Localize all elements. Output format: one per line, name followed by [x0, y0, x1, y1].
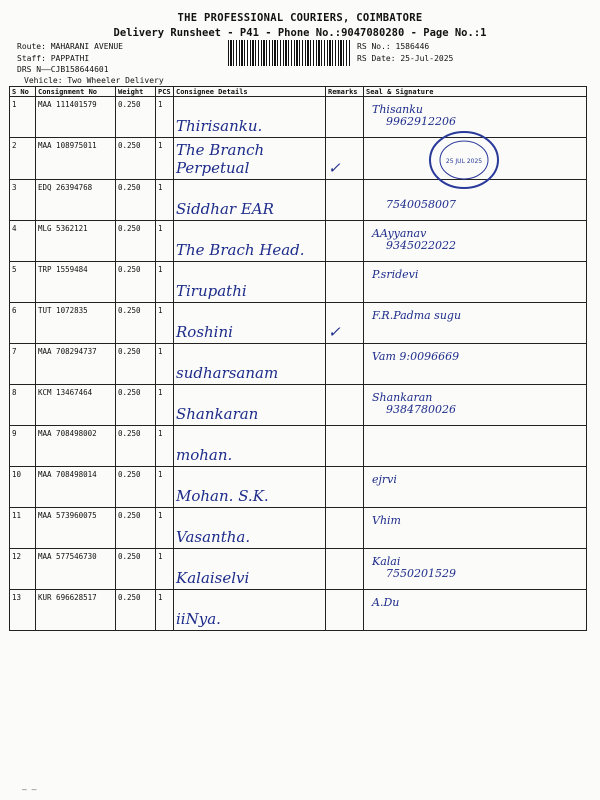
row-sno: 3	[10, 180, 36, 221]
row-consignee: Shankaran	[174, 385, 326, 426]
row-signature	[364, 262, 587, 303]
row-weight: 0.250	[116, 426, 156, 467]
col-remarks: Remarks	[326, 87, 364, 97]
row-consignee: Kalaiselvi	[174, 549, 326, 590]
rs-date: RS Date: 25-Jul-2025	[357, 54, 454, 63]
row-remarks	[326, 344, 364, 385]
col-sno: S No	[10, 87, 36, 97]
table-row	[10, 344, 587, 385]
col-signature: Seal & Signature	[364, 87, 587, 97]
signature-phone: 7540058007	[386, 198, 456, 211]
table-row	[10, 426, 587, 467]
row-pcs: 1	[156, 97, 174, 138]
row-weight: 0.250	[116, 385, 156, 426]
table-row	[10, 262, 587, 303]
company-title: THE PROFESSIONAL COURIERS, COIMBATORE	[177, 12, 423, 24]
row-consignment-no: KUR 696628517	[36, 590, 116, 631]
signature-text: Kalai	[372, 555, 401, 568]
row-pcs: 1	[156, 467, 174, 508]
row-remarks	[326, 467, 364, 508]
row-consignee: sudharsanam	[174, 344, 326, 385]
row-consignment-no: MAA 708498002	[36, 426, 116, 467]
runsheet-title: Delivery Runsheet - P41 - Phone No.:9047080280 - Page No.:1	[113, 27, 487, 39]
table-row	[10, 385, 587, 426]
row-signature	[364, 221, 587, 262]
row-consignment-no: MAA 111401579	[36, 97, 116, 138]
row-signature	[364, 508, 587, 549]
row-sno: 9	[10, 426, 36, 467]
row-consignment-no: TRP 1559484	[36, 262, 116, 303]
table-header-row	[10, 87, 587, 97]
row-consignee: iiNya.	[174, 590, 326, 631]
row-sno: 12	[10, 549, 36, 590]
row-sno: 7	[10, 344, 36, 385]
row-consignment-no: MAA 108975011	[36, 138, 116, 180]
row-weight: 0.250	[116, 138, 156, 180]
row-sno: 13	[10, 590, 36, 631]
row-pcs: 1	[156, 385, 174, 426]
row-consignee: Tirupathi	[174, 262, 326, 303]
row-pcs: 1	[156, 344, 174, 385]
row-remarks	[326, 590, 364, 631]
row-signature	[364, 590, 587, 631]
row-remarks	[326, 385, 364, 426]
row-sno: 5	[10, 262, 36, 303]
staff-label: Staff: PAPPATHI	[17, 54, 90, 63]
signature-text: Vam 9:0096669	[372, 350, 460, 363]
row-consignee: Mohan. S.K.	[174, 467, 326, 508]
row-weight: 0.250	[116, 303, 156, 344]
drs-label: DRS N——CJB158644601	[17, 65, 109, 74]
row-consignee: Roshini	[174, 303, 326, 344]
row-pcs: 1	[156, 508, 174, 549]
signature-text: P.sridevi	[372, 268, 419, 281]
row-sno: 10	[10, 467, 36, 508]
row-remarks	[326, 426, 364, 467]
col-weight: Weight	[116, 87, 156, 97]
table-row	[10, 508, 587, 549]
route-label: Route: MAHARANI AVENUE	[17, 42, 123, 51]
row-remarks	[326, 262, 364, 303]
row-pcs: 1	[156, 590, 174, 631]
row-remarks	[326, 97, 364, 138]
row-signature	[364, 344, 587, 385]
row-consignee: Vasantha.	[174, 508, 326, 549]
row-remarks: ✓	[326, 303, 364, 344]
row-pcs: 1	[156, 262, 174, 303]
row-signature	[364, 385, 587, 426]
signature-text: F.R.Padma sugu	[372, 309, 462, 322]
row-sno: 11	[10, 508, 36, 549]
row-consignee: The Branch Perpetual	[174, 138, 326, 180]
row-pcs: 1	[156, 221, 174, 262]
row-consignment-no: MAA 573960075	[36, 508, 116, 549]
courier-stamp	[425, 128, 503, 192]
row-remarks	[326, 221, 364, 262]
table-row	[10, 303, 587, 344]
stamp-date: 25 JUL 2025	[445, 158, 483, 165]
row-signature	[364, 467, 587, 508]
signature-phone: 9345022022	[386, 239, 456, 252]
row-consignment-no: MAA 577546730	[36, 549, 116, 590]
row-consignee: The Brach Head.	[174, 221, 326, 262]
row-signature	[364, 426, 587, 467]
row-remarks	[326, 549, 364, 590]
row-weight: 0.250	[116, 508, 156, 549]
row-consignment-no: MAA 708498014	[36, 467, 116, 508]
row-consignee: Thirisanku.	[174, 97, 326, 138]
row-consignment-no: TUT 1072835	[36, 303, 116, 344]
row-weight: 0.250	[116, 97, 156, 138]
signature-phone: 9384780026	[386, 403, 456, 416]
row-consignment-no: MLG 5362121	[36, 221, 116, 262]
row-remarks: ✓	[326, 138, 364, 180]
rs-number: RS No.: 1586446	[357, 42, 430, 51]
row-sno: 1	[10, 97, 36, 138]
row-consignee: Siddhar EAR	[174, 180, 326, 221]
row-pcs: 1	[156, 549, 174, 590]
row-remarks	[326, 508, 364, 549]
row-sno: 2	[10, 138, 36, 180]
table-row	[10, 221, 587, 262]
row-weight: 0.250	[116, 467, 156, 508]
row-weight: 0.250	[116, 262, 156, 303]
row-sno: 8	[10, 385, 36, 426]
row-consignment-no: KCM 13467464	[36, 385, 116, 426]
table-row	[10, 590, 587, 631]
row-sno: 6	[10, 303, 36, 344]
signature-text: AAyyanav	[372, 227, 427, 240]
footer-mark: — –	[22, 785, 37, 794]
table-row	[10, 549, 587, 590]
signature-text: ejrvi	[372, 473, 397, 486]
signature-text: Shankaran	[372, 391, 433, 404]
row-weight: 0.250	[116, 221, 156, 262]
row-consignment-no: EDQ 26394768	[36, 180, 116, 221]
vehicle-label: Vehicle: Two Wheeler Delivery	[24, 76, 164, 85]
row-pcs: 1	[156, 138, 174, 180]
row-weight: 0.250	[116, 590, 156, 631]
row-pcs: 1	[156, 426, 174, 467]
row-pcs: 1	[156, 303, 174, 344]
row-signature	[364, 549, 587, 590]
row-sno: 4	[10, 221, 36, 262]
signature-text: Vhim	[372, 514, 401, 527]
row-weight: 0.250	[116, 180, 156, 221]
col-consignment: Consignment No	[36, 87, 116, 97]
row-pcs: 1	[156, 180, 174, 221]
col-consignee: Consignee Details	[174, 87, 326, 97]
signature-text: A.Du	[372, 596, 400, 609]
row-consignment-no: MAA 708294737	[36, 344, 116, 385]
row-weight: 0.250	[116, 549, 156, 590]
col-pcs: PCS	[156, 87, 174, 97]
row-weight: 0.250	[116, 344, 156, 385]
row-remarks	[326, 180, 364, 221]
signature-phone: 7550201529	[386, 567, 456, 580]
barcode	[228, 40, 350, 66]
row-consignee: mohan.	[174, 426, 326, 467]
row-signature	[364, 303, 587, 344]
signature-text: Thisanku	[372, 103, 423, 116]
signature-phone: 9962912206	[386, 115, 456, 128]
table-row	[10, 467, 587, 508]
